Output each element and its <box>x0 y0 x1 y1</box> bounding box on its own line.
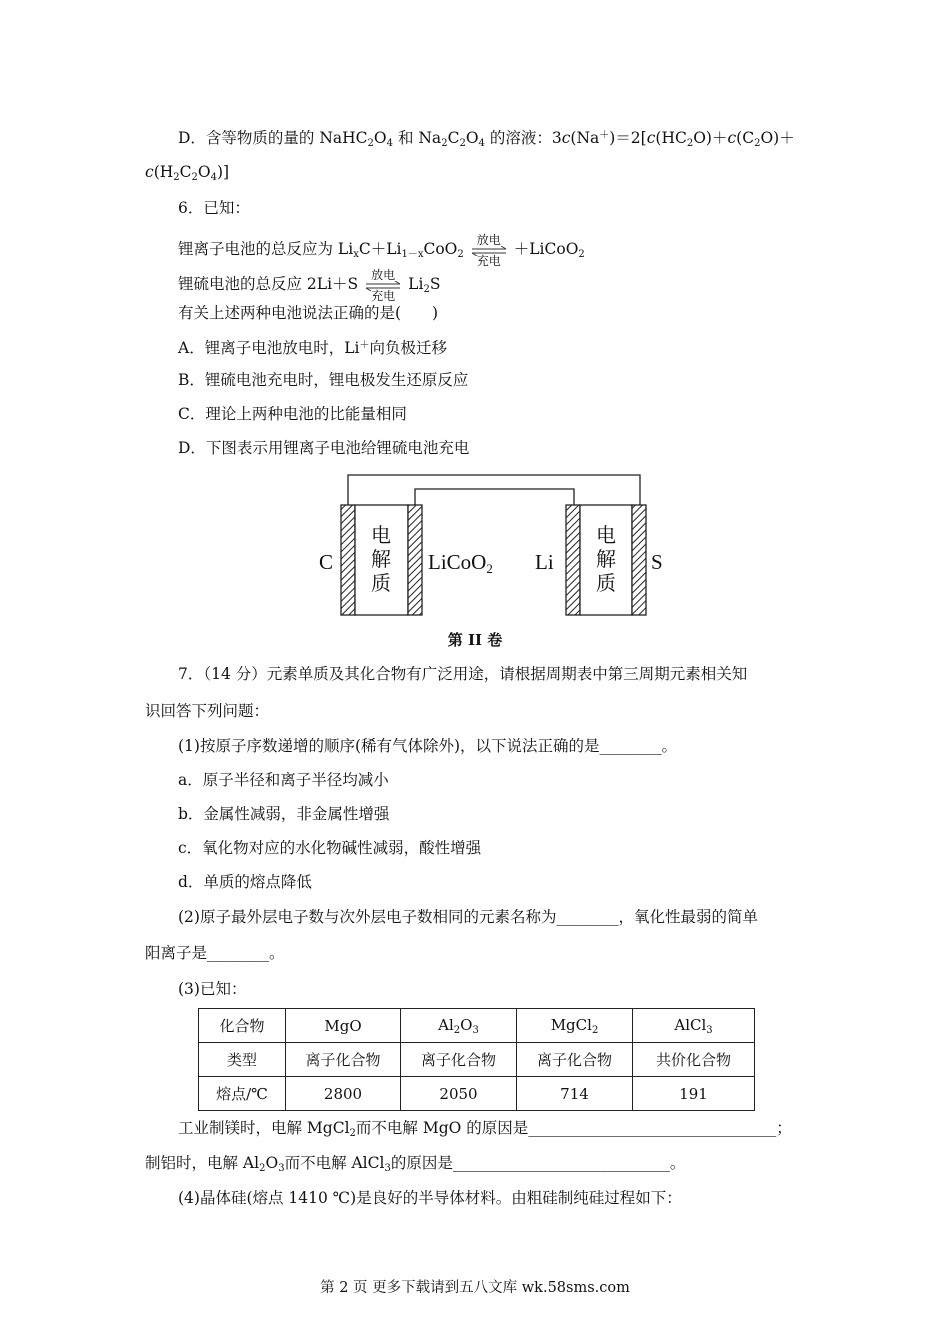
table-cell: 离子化合物 <box>286 1043 401 1077</box>
table-row <box>199 1009 755 1043</box>
table-cell: 离子化合物 <box>517 1043 633 1077</box>
reversible-arrow-icon: 放电 充电 <box>468 234 510 268</box>
section-heading: 第 II 卷 <box>447 631 503 649</box>
table-row <box>199 1043 755 1077</box>
outer-wire <box>348 475 640 505</box>
electrode-s <box>632 505 646 615</box>
q6-lis-reaction: 锂硫电池的总反应 2Li＋S 放电 充电 $Li_2S$ <box>178 268 441 303</box>
electrolyte-char: 电 <box>371 523 391 547</box>
table-cell: $Al_2O_3$ <box>401 1009 517 1043</box>
q7-option-b: b．金属性减弱，非金属性增强 <box>178 805 390 823</box>
q7-part2: (2)原子最外层电子数与次外层电子数相同的元素名称为________，氧化性最弱的简单 <box>178 908 758 926</box>
q6-question: 有关上述两种电池说法正确的是( ) <box>178 304 439 322</box>
electrode-c <box>341 505 355 615</box>
inner-wire <box>415 489 574 505</box>
table-cell: AlCl$_3$ <box>633 1009 755 1043</box>
electrolyte-char: 质 <box>596 571 616 595</box>
electrolyte-char: 质 <box>371 571 391 595</box>
q5-option-d: D．含等物质的量的 $NaHC_2O_4$ 和 $Na_2C_2O_4$ 的溶液：$3c(Na^+)=2[c(HC_2O)+c(C_2O)+$ <box>178 129 795 149</box>
label-li: Li <box>535 550 554 574</box>
q6-liion-reaction: 锂离子电池的总反应为 $Li_xC+Li_{1-x}CoO_2$ 放电 充电 ＋LiCoO$_2$ <box>178 233 585 268</box>
q6-stem: 6．已知： <box>178 199 250 217</box>
q7-intro-cont: 识回答下列问题： <box>145 702 270 720</box>
battery-diagram <box>300 465 680 625</box>
q5-option-d-cont: $c(H_2C_2O_4)$] <box>145 163 230 183</box>
q6-option-c: C．理论上两种电池的比能量相同 <box>178 405 407 423</box>
melting-point-table <box>198 1008 755 1111</box>
q7-option-d: d．单质的熔点降低 <box>178 873 312 891</box>
table-cell: MgCl$_2$ <box>517 1009 633 1043</box>
q7-part4: (4)晶体硅(熔点 1410 ℃)是良好的半导体材料。由粗硅制纯硅过程如下： <box>178 1189 682 1207</box>
table-cell: 2800 <box>286 1077 401 1111</box>
row-header: 熔点/℃ <box>199 1077 286 1111</box>
electrolyte-char: 电 <box>596 523 616 547</box>
table-cell: 714 <box>517 1077 633 1111</box>
electrode-li <box>566 505 580 615</box>
electrolyte-char: 解 <box>596 547 616 571</box>
q6-option-a: A．锂离子电池放电时，Li＋向负极迁移 <box>178 339 447 357</box>
q7-part3: (3)已知： <box>178 980 247 998</box>
row-header: 类型 <box>199 1043 286 1077</box>
electrode-licoo2 <box>408 505 422 615</box>
reversible-arrow-icon: 放电 充电 <box>362 269 404 303</box>
table-cell: MgO <box>286 1009 401 1043</box>
label-c: C <box>319 550 334 574</box>
label-licoo2: LiCoO2 <box>428 550 493 576</box>
table-row <box>199 1077 755 1111</box>
page-footer: 第 2 页 更多下载请到五八文库 wk.58sms.com <box>320 1280 630 1296</box>
table-cell: 191 <box>633 1077 755 1111</box>
q7-al-line: 制铝时，电解 $Al_2O_3$而不电解 AlCl$_3$的原因是____________________________。 <box>145 1154 686 1174</box>
q7-option-a: a．原子半径和离子半径均减小 <box>178 771 389 789</box>
q7-intro: 7．（14 分）元素单质及其化合物有广泛用途，请根据周期表中第三周期元素相关知 <box>178 665 748 683</box>
q7-option-c: c．氧化物对应的水化物碱性减弱，酸性增强 <box>178 839 482 857</box>
q7-part2-cont: 阳离子是________。 <box>145 944 285 962</box>
label-s: S <box>651 550 663 574</box>
q7-mg-line: 工业制镁时，电解 MgCl$_2$而不电解 MgO 的原因是________________________________； <box>178 1119 792 1139</box>
q6-option-d: D．下图表示用锂离子电池给锂硫电池充电 <box>178 439 470 457</box>
table-cell: 共价化合物 <box>633 1043 755 1077</box>
table-cell: 离子化合物 <box>401 1043 517 1077</box>
row-header: 化合物 <box>199 1009 286 1043</box>
q6-option-b: B．锂硫电池充电时，锂电极发生还原反应 <box>178 371 469 389</box>
table-cell: 2050 <box>401 1077 517 1111</box>
q7-part1: (1)按原子序数递增的顺序(稀有气体除外)，以下说法正确的是________。 <box>178 737 678 755</box>
electrolyte-char: 解 <box>371 547 391 571</box>
